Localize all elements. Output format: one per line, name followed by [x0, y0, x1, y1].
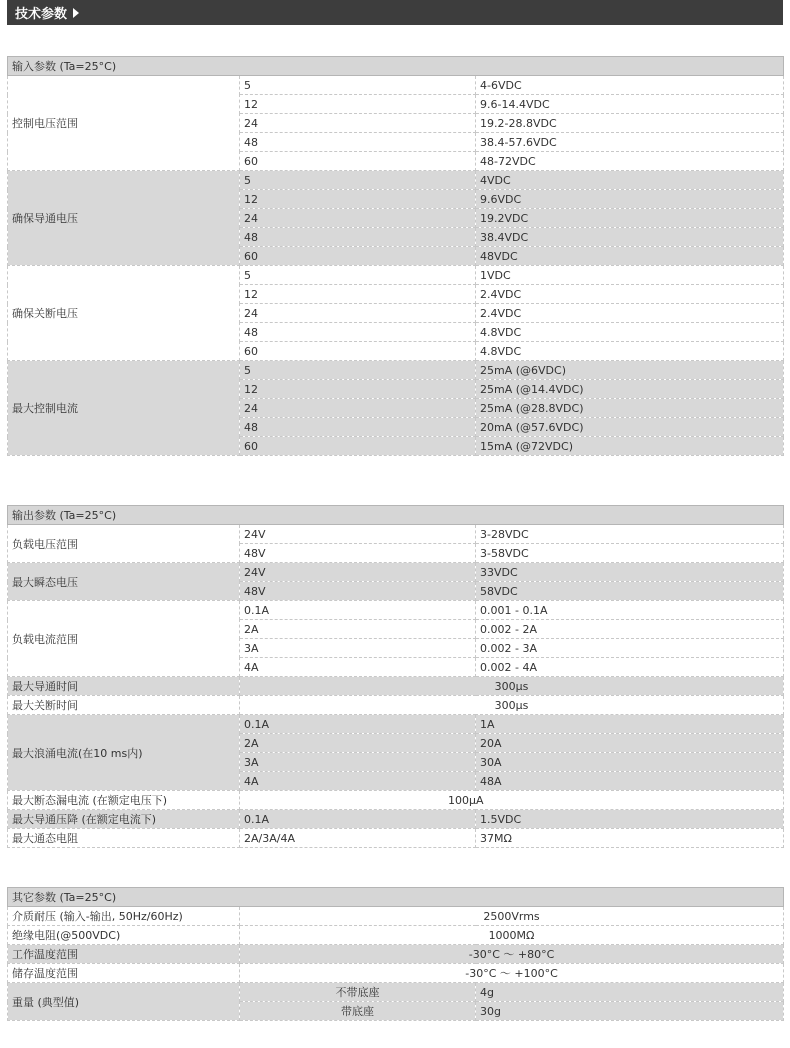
- table-row: [8, 926, 784, 945]
- input-group: [8, 266, 784, 361]
- cell: 60: [240, 437, 476, 456]
- cell: 20mA (@57.6VDC): [476, 418, 784, 437]
- cell: 2500Vrms: [240, 907, 784, 926]
- cell: 12: [240, 95, 476, 114]
- cell: 58VDC: [476, 582, 784, 601]
- cell: 19.2VDC: [476, 209, 784, 228]
- cell: 4-6VDC: [476, 76, 784, 95]
- row-label: 最大通态电阻: [8, 829, 240, 848]
- cell: 0.002 - 3A: [476, 639, 784, 658]
- cell: 60: [240, 247, 476, 266]
- cell: 12: [240, 190, 476, 209]
- row-label: 确保导通电压: [8, 171, 240, 266]
- cell: 25mA (@28.8VDC): [476, 399, 784, 418]
- cell: 3-28VDC: [476, 525, 784, 544]
- row-label: 最大关断时间: [8, 696, 240, 715]
- cell: 37MΩ: [476, 829, 784, 848]
- cell: 48: [240, 228, 476, 247]
- cell: -30°C ～ +100°C: [240, 964, 784, 983]
- cell: 100μA: [240, 791, 784, 810]
- row-label: 绝缘电阻(@500VDC): [8, 926, 240, 945]
- cell: 4A: [240, 772, 476, 791]
- cell: 2A/3A/4A: [240, 829, 476, 848]
- cell: 24: [240, 399, 476, 418]
- table-row: [8, 361, 784, 380]
- table-row: [8, 677, 784, 696]
- row-label: 最大控制电流: [8, 361, 240, 456]
- row-label: 最大瞬态电压: [8, 563, 240, 601]
- row-label: 重量 (典型值): [8, 983, 240, 1021]
- table-row: [8, 829, 784, 848]
- cell: 3-58VDC: [476, 544, 784, 563]
- cell: 1VDC: [476, 266, 784, 285]
- row-label: 工作温度范围: [8, 945, 240, 964]
- cell: 5: [240, 361, 476, 380]
- cell: 3A: [240, 639, 476, 658]
- cell: 12: [240, 285, 476, 304]
- row-label: 最大导通时间: [8, 677, 240, 696]
- cell: 48-72VDC: [476, 152, 784, 171]
- cell: 0.1A: [240, 601, 476, 620]
- row-label: 确保关断电压: [8, 266, 240, 361]
- cell: 60: [240, 152, 476, 171]
- cell: 1.5VDC: [476, 810, 784, 829]
- input-params-header: 输入参数 (Ta=25°C): [8, 57, 784, 76]
- arrow-right-icon: [73, 8, 79, 18]
- cell: 48V: [240, 544, 476, 563]
- row-label: 负载电压范围: [8, 525, 240, 563]
- cell: 3A: [240, 753, 476, 772]
- cell: 12: [240, 380, 476, 399]
- cell: 24V: [240, 525, 476, 544]
- section-title-bar: [7, 0, 783, 25]
- table-row: [8, 810, 784, 829]
- cell: 20A: [476, 734, 784, 753]
- cell: 24: [240, 209, 476, 228]
- cell: -30°C ～ +80°C: [240, 945, 784, 964]
- cell: 2.4VDC: [476, 285, 784, 304]
- table-row: [8, 983, 784, 1002]
- cell: 1A: [476, 715, 784, 734]
- table-row: [8, 964, 784, 983]
- table-row: [8, 696, 784, 715]
- cell: 33VDC: [476, 563, 784, 582]
- cell: 2.4VDC: [476, 304, 784, 323]
- table-header-row: [8, 57, 784, 76]
- row-label: 控制电压范围: [8, 76, 240, 171]
- input-group: [8, 76, 784, 171]
- input-params-table: [7, 56, 784, 456]
- cell: 2A: [240, 620, 476, 639]
- other-params-header: 其它参数 (Ta=25°C): [8, 888, 784, 907]
- table-header-row: [8, 888, 784, 907]
- table-row: [8, 715, 784, 734]
- table-row: [8, 76, 784, 95]
- cell: 38.4-57.6VDC: [476, 133, 784, 152]
- cell: 24: [240, 114, 476, 133]
- cell: 48: [240, 323, 476, 342]
- cell: 4.8VDC: [476, 342, 784, 361]
- row-label: 最大断态漏电流 (在额定电压下): [8, 791, 240, 810]
- cell: 15mA (@72VDC): [476, 437, 784, 456]
- cell: 60: [240, 342, 476, 361]
- cell: 300μs: [240, 677, 784, 696]
- cell: 5: [240, 266, 476, 285]
- table-row: [8, 601, 784, 620]
- row-label: 最大导通压降 (在额定电流下): [8, 810, 240, 829]
- cell: 0.002 - 2A: [476, 620, 784, 639]
- cell: 带底座: [240, 1002, 476, 1021]
- cell: 4A: [240, 658, 476, 677]
- cell: 5: [240, 171, 476, 190]
- row-label: 负载电流范围: [8, 601, 240, 677]
- cell: 48A: [476, 772, 784, 791]
- table-row: [8, 907, 784, 926]
- table-row: [8, 266, 784, 285]
- other-params-table: [7, 887, 784, 1021]
- table-row: [8, 945, 784, 964]
- input-group: [8, 171, 784, 266]
- page-title: 技术参数: [15, 7, 68, 22]
- table-header-row: [8, 506, 784, 525]
- cell: 19.2-28.8VDC: [476, 114, 784, 133]
- cell: 38.4VDC: [476, 228, 784, 247]
- cell: 0.1A: [240, 810, 476, 829]
- cell: 0.002 - 4A: [476, 658, 784, 677]
- cell: 4.8VDC: [476, 323, 784, 342]
- table-row: [8, 171, 784, 190]
- row-label: 最大浪涌电流(在10 ms内): [8, 715, 240, 791]
- cell: 48: [240, 133, 476, 152]
- table-row: [8, 791, 784, 810]
- table-row: [8, 563, 784, 582]
- cell: 25mA (@6VDC): [476, 361, 784, 380]
- cell: 9.6-14.4VDC: [476, 95, 784, 114]
- cell: 5: [240, 76, 476, 95]
- cell: 30g: [476, 1002, 784, 1021]
- cell: 0.001 - 0.1A: [476, 601, 784, 620]
- cell: 4g: [476, 983, 784, 1002]
- cell: 25mA (@14.4VDC): [476, 380, 784, 399]
- cell: 2A: [240, 734, 476, 753]
- cell: 24: [240, 304, 476, 323]
- row-label: 储存温度范围: [8, 964, 240, 983]
- cell: 48V: [240, 582, 476, 601]
- table-row: [8, 525, 784, 544]
- output-params-table: [7, 505, 784, 848]
- cell: 30A: [476, 753, 784, 772]
- cell: 300μs: [240, 696, 784, 715]
- cell: 48VDC: [476, 247, 784, 266]
- input-group: [8, 361, 784, 456]
- cell: 24V: [240, 563, 476, 582]
- cell: 1000MΩ: [240, 926, 784, 945]
- output-params-header: 输出参数 (Ta=25°C): [8, 506, 784, 525]
- row-label: 介质耐压 (输入-输出, 50Hz/60Hz): [8, 907, 240, 926]
- cell: 0.1A: [240, 715, 476, 734]
- cell: 4VDC: [476, 171, 784, 190]
- cell: 不带底座: [240, 983, 476, 1002]
- cell: 9.6VDC: [476, 190, 784, 209]
- cell: 48: [240, 418, 476, 437]
